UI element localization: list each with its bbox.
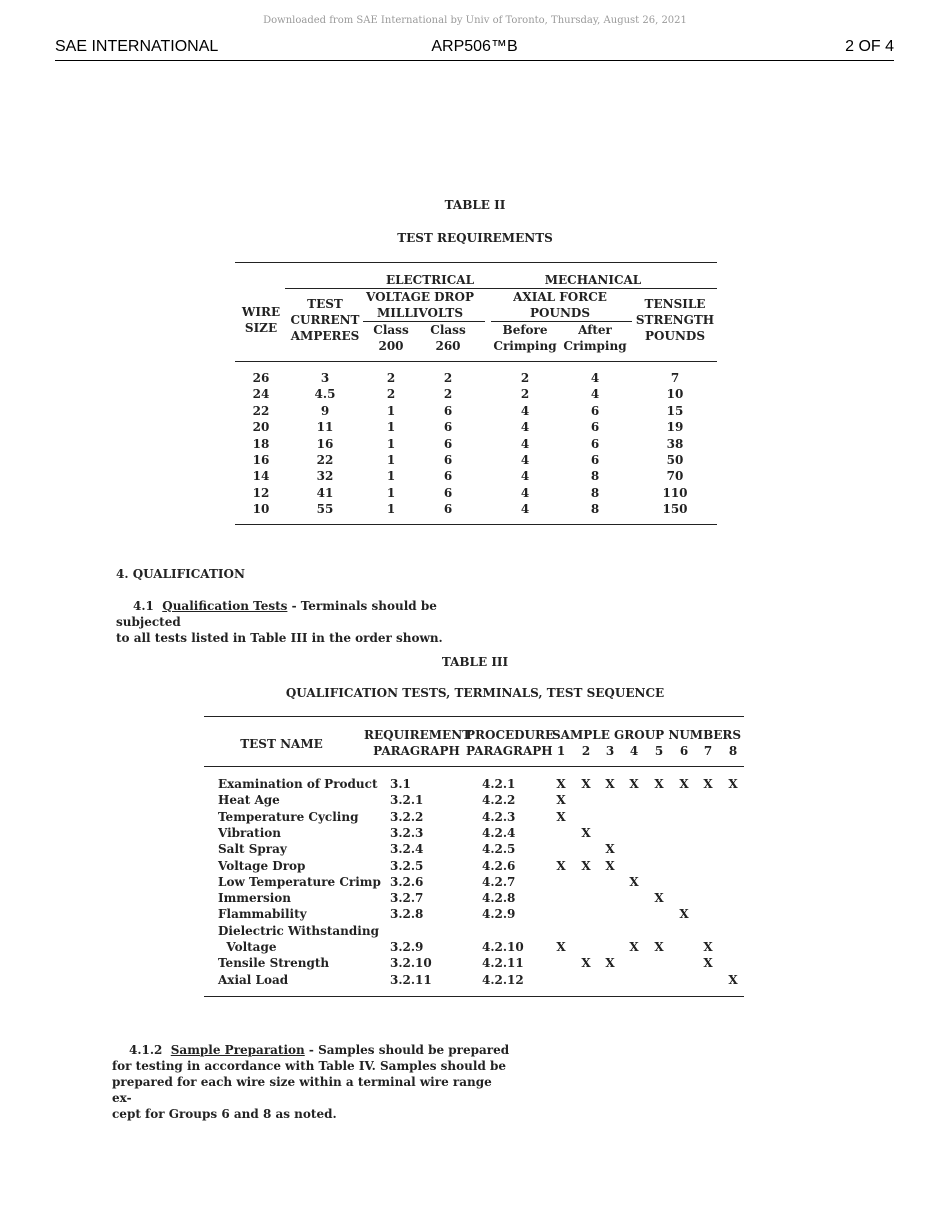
table3-procedure: 4.2.11 — [482, 956, 524, 971]
paragraph-4-1 — [116, 598, 496, 646]
table3-requirement: 3.2.3 — [390, 825, 424, 840]
table3-group-mark: X — [679, 777, 689, 791]
table2-voltage-drop-l1: VOLTAGE DROP — [365, 290, 475, 304]
table2-col-wire-size-l1: WIRE — [241, 305, 281, 319]
table2-cell-class200: 1 — [386, 469, 396, 484]
table2-cell-before: 2 — [520, 371, 530, 385]
table3-group-number: 7 — [703, 744, 713, 758]
table3-test-name: Temperature Cycling — [218, 809, 359, 824]
table2-label: TABLE II — [444, 198, 506, 212]
table2-group-electrical: ELECTRICAL — [385, 273, 475, 287]
table2-col-class200 — [363, 322, 419, 354]
table2-col-tensile — [633, 296, 717, 344]
table3-group-mark: X — [605, 858, 615, 873]
table2-title: TEST REQUIREMENTS — [397, 231, 553, 245]
table2-cell-tensile: 19 — [666, 420, 684, 435]
table2-cell-wire-size: 16 — [252, 453, 270, 467]
table2-cell-before: 4 — [520, 420, 530, 435]
table3-requirement: 3.2.5 — [390, 858, 424, 873]
table2-col-axial-force — [490, 289, 630, 321]
table3-test-name: Dielectric Withstanding — [218, 923, 379, 938]
para-4-1-text1: - Terminals should be subjected — [116, 599, 437, 629]
table2-cell-wire-size: 10 — [252, 502, 270, 517]
table2-cell-wire-size: 20 — [252, 420, 270, 435]
table2-cell-after: 6 — [590, 403, 600, 418]
table2-cell-class260: 6 — [443, 403, 453, 418]
table2-cell-wire-size: 22 — [252, 403, 270, 418]
download-note: Downloaded from SAE International by Univ of Toronto, Thursday, August 26, 2021 — [263, 15, 687, 26]
table2-cell-test-current: 55 — [316, 502, 334, 517]
table2-cell-after: 6 — [590, 420, 600, 435]
table3-group-number: 8 — [728, 744, 738, 758]
table3-col-req-l2: PARAGRAPH — [373, 744, 460, 758]
table3-group-number: 5 — [654, 744, 664, 758]
table3-group-number: 3 — [605, 744, 615, 758]
table3-group-number: 6 — [679, 744, 689, 758]
table2-cell-class200: 1 — [386, 453, 396, 467]
table3-col-sample-groups: SAMPLE GROUP NUMBERS — [551, 728, 742, 742]
table2-cell-test-current: 3 — [320, 371, 330, 385]
table3-header-rule — [204, 766, 744, 767]
table3-procedure: 4.2.9 — [482, 907, 516, 922]
table2-cell-class260: 6 — [443, 485, 453, 500]
table3-group-mark: X — [703, 956, 713, 971]
table2-cell-before: 4 — [520, 485, 530, 500]
table2-col-wire-size-l2: SIZE — [244, 321, 278, 335]
table3-test-name: Flammability — [218, 907, 307, 922]
table3-col-test-name: TEST NAME — [240, 737, 323, 751]
table3-test-name: Tensile Strength — [218, 956, 330, 971]
table3-procedure: 4.2.4 — [482, 825, 516, 840]
table2-cell-class200: 1 — [386, 436, 396, 451]
table2-cell-after: 4 — [590, 387, 600, 402]
table2-group-mechanical: MECHANICAL — [544, 273, 642, 287]
table2-cell-test-current: 4.5 — [314, 387, 336, 402]
table3-bottom-rule — [204, 996, 744, 997]
table3-requirement: 3.2.6 — [390, 874, 424, 889]
table3-col-proc-l1: PROCEDURE — [466, 728, 555, 742]
table3-test-name: Examination of Product — [218, 777, 378, 791]
table2-class200-l1: Class — [373, 323, 409, 337]
table3-group-mark: X — [556, 793, 566, 808]
table2-col-test-current — [287, 296, 363, 344]
para-4-1-2-line4: cept for Groups 6 and 8 as noted. — [112, 1107, 337, 1121]
table2-cell-after: 8 — [590, 502, 600, 517]
table2-cell-class260: 2 — [443, 387, 453, 402]
table2-class200-l2: 200 — [378, 339, 404, 353]
table3-requirement: 3.2.1 — [390, 793, 424, 808]
table2-cell-before: 4 — [520, 453, 530, 467]
table3-requirement: 3.2.4 — [390, 842, 424, 857]
table2-cell-tensile: 38 — [666, 436, 684, 451]
table2-cell-after: 4 — [590, 371, 600, 385]
table3-requirement: 3.2.10 — [390, 956, 432, 971]
table2-cell-after: 6 — [590, 453, 600, 467]
table2-before-l2: Crimping — [493, 339, 557, 353]
table3-col-procedure — [466, 727, 555, 759]
table2-before-l1: Before — [502, 323, 548, 337]
table2-cell-tensile: 70 — [666, 469, 684, 484]
table2-cell-test-current: 16 — [316, 436, 334, 451]
table3-group-mark: X — [728, 972, 738, 987]
header-doc-number: ARP506™B — [431, 38, 518, 55]
table3-procedure: 4.2.2 — [482, 793, 516, 808]
table2-cell-tensile: 10 — [666, 387, 684, 402]
table2-cell-class260: 6 — [443, 502, 453, 517]
table2-cell-wire-size: 14 — [252, 469, 270, 484]
table2-cell-test-current: 11 — [316, 420, 334, 435]
table2-cell-class260: 2 — [443, 371, 453, 385]
table2-tensile-l1: TENSILE — [644, 297, 706, 311]
table2-cell-tensile: 15 — [666, 403, 684, 418]
table3-requirement: 3.1 — [390, 777, 411, 791]
table2-cell-test-current: 32 — [316, 469, 334, 484]
table2-col-test-current-l2: CURRENT — [290, 313, 360, 327]
para-4-1-2-title: Sample Preparation — [170, 1043, 305, 1057]
table3-test-name: Voltage Drop — [218, 858, 306, 873]
table2 — [235, 262, 717, 526]
table3-test-name: Immersion — [218, 891, 292, 906]
table2-class260-l1: Class — [430, 323, 466, 337]
table3-top-rule — [204, 716, 744, 717]
table2-header-rule — [235, 361, 717, 362]
para-4-1-2-line2: for testing in accordance with Table IV. Samples should be — [112, 1059, 507, 1073]
table3-group-mark: X — [581, 858, 591, 873]
table3-group-mark: X — [703, 777, 713, 791]
table3-requirement: 3.2.2 — [390, 809, 424, 824]
table2-after-l1: After — [578, 323, 612, 337]
table3-test-name: Heat Age — [218, 793, 280, 808]
table2-cell-test-current: 9 — [320, 403, 330, 418]
table3-col-req-l1: REQUIREMENT — [364, 728, 472, 742]
table2-cell-before: 4 — [520, 403, 530, 418]
para-4-1-title: Qualification Tests — [162, 599, 288, 613]
header-org: SAE INTERNATIONAL — [55, 38, 219, 55]
table2-cell-wire-size: 24 — [252, 387, 270, 402]
table2-voltage-drop-l2: MILLIVOLTS — [377, 306, 463, 320]
table2-cell-before: 4 — [520, 469, 530, 484]
table3-group-mark: X — [556, 777, 566, 791]
table3-group-mark: X — [728, 777, 738, 791]
para-4-1-number: 4.1 — [133, 599, 154, 613]
table3-group-mark: X — [556, 809, 566, 824]
table2-cell-class200: 2 — [386, 371, 396, 385]
table3-procedure: 4.2.5 — [482, 842, 516, 857]
table2-axial-force-l1: AXIAL FORCE — [513, 290, 607, 304]
table3-title: QUALIFICATION TESTS, TERMINALS, TEST SEQUENCE — [285, 686, 665, 700]
table3-requirement: 3.2.9 — [390, 940, 424, 954]
table2-cell-class200: 1 — [386, 403, 396, 418]
table3-group-mark: X — [629, 874, 639, 889]
table3-group-number: 4 — [629, 744, 639, 758]
table2-cell-before: 2 — [520, 387, 530, 402]
table3-group-mark: X — [581, 956, 591, 971]
table2-cell-after: 8 — [590, 485, 600, 500]
table3-requirement: 3.2.7 — [390, 891, 424, 906]
table2-col-voltage-drop — [360, 289, 480, 321]
table2-cell-test-current: 41 — [316, 485, 334, 500]
table3-group-mark: X — [605, 842, 615, 857]
table2-cell-class200: 2 — [386, 387, 396, 402]
table2-axial-force-l2: POUNDS — [530, 306, 590, 320]
table2-cell-after: 6 — [590, 436, 600, 451]
table2-cell-tensile: 110 — [662, 485, 688, 500]
table3-group-mark: X — [654, 777, 664, 791]
table2-bottom-rule — [235, 524, 717, 525]
table3-test-name: Vibration — [218, 825, 281, 840]
table2-col-before — [490, 322, 560, 354]
table3-col-requirement — [364, 727, 472, 759]
table3-group-number: 2 — [581, 744, 591, 758]
table2-cell-tensile: 7 — [670, 371, 680, 385]
header-page-number: 2 OF 4 — [845, 38, 894, 55]
table3-group-mark: X — [605, 777, 615, 791]
table3-procedure: 4.2.7 — [482, 874, 516, 889]
table2-col-after — [560, 322, 630, 354]
table2-tensile-l3: POUNDS — [645, 329, 705, 343]
table3-test-name: Axial Load — [218, 972, 289, 987]
table2-col-test-current-l1: TEST — [307, 297, 343, 311]
table2-cell-wire-size: 12 — [252, 485, 270, 500]
table3-group-mark: X — [629, 940, 639, 954]
table3-requirement: 3.2.11 — [390, 972, 432, 987]
table3-group-mark: X — [581, 777, 591, 791]
table3-procedure: 4.2.3 — [482, 809, 516, 824]
table2-col-test-current-l3: AMPERES — [290, 329, 360, 343]
table3-procedure: 4.2.1 — [482, 777, 516, 791]
table3-group-mark: X — [654, 940, 664, 954]
table2-cell-class260: 6 — [443, 469, 453, 484]
table2-col-wire-size — [235, 304, 287, 336]
table3-procedure: 4.2.6 — [482, 858, 516, 873]
table2-top-rule — [235, 262, 717, 263]
table3-group-mark: X — [679, 907, 689, 922]
table2-cell-tensile: 150 — [662, 502, 688, 517]
table3-procedure: 4.2.8 — [482, 891, 516, 906]
table3-test-name: Salt Spray — [218, 842, 287, 857]
table2-cell-class260: 6 — [443, 436, 453, 451]
para-4-1-text2: to all tests listed in Table III in the order shown. — [116, 631, 443, 645]
table2-cell-class200: 1 — [386, 502, 396, 517]
table3-group-mark: X — [629, 777, 639, 791]
table3-procedure: 4.2.12 — [482, 972, 524, 987]
table3-group-mark: X — [556, 858, 566, 873]
table3-test-name: Voltage — [218, 940, 277, 954]
table3-col-proc-l2: PARAGRAPH — [466, 744, 553, 758]
table3-group-number: 1 — [556, 744, 566, 758]
table2-cell-class200: 1 — [386, 420, 396, 435]
table2-tensile-l2: STRENGTH — [635, 313, 715, 327]
table2-cell-wire-size: 26 — [252, 371, 270, 385]
table2-cell-class200: 1 — [386, 485, 396, 500]
table2-cell-wire-size: 18 — [252, 436, 270, 451]
para-4-1-2-line3: prepared for each wire size within a terminal wire range ex- — [112, 1075, 492, 1105]
table3-requirement: 3.2.8 — [390, 907, 424, 922]
table2-cell-class260: 6 — [443, 420, 453, 435]
table3-procedure: 4.2.10 — [482, 940, 524, 954]
table3 — [204, 716, 744, 998]
table3-test-name: Low Temperature Crimp — [218, 874, 381, 889]
paragraph-4-1-2 — [112, 1042, 512, 1122]
table3-group-mark: X — [654, 891, 664, 906]
table2-col-class260 — [420, 322, 476, 354]
table3-group-mark: X — [703, 940, 713, 954]
table2-cell-tensile: 50 — [666, 453, 684, 467]
section-4-heading: 4. QUALIFICATION — [116, 567, 245, 581]
table2-cell-test-current: 22 — [316, 453, 334, 467]
table2-after-l2: Crimping — [563, 339, 627, 353]
table3-label: TABLE III — [441, 655, 509, 669]
para-4-1-2-line1: - Samples should be prepared — [304, 1043, 510, 1057]
page-header — [55, 38, 894, 61]
table2-cell-before: 4 — [520, 502, 530, 517]
para-4-1-2-number: 4.1.2 — [129, 1043, 163, 1057]
table3-group-mark: X — [556, 940, 566, 954]
table3-group-mark: X — [605, 956, 615, 971]
table2-cell-class260: 6 — [443, 453, 453, 467]
table2-cell-after: 8 — [590, 469, 600, 484]
table3-group-mark: X — [581, 825, 591, 840]
table2-cell-before: 4 — [520, 436, 530, 451]
table2-class260-l2: 260 — [435, 339, 461, 353]
